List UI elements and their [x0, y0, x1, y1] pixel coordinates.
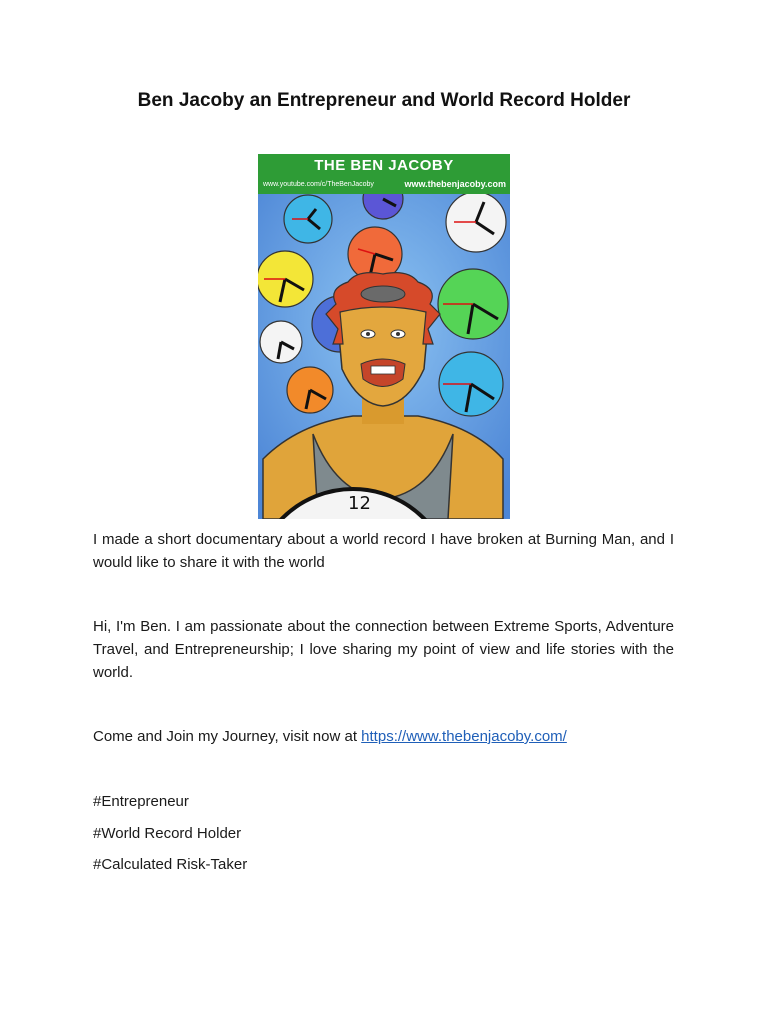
clock-icon — [287, 367, 333, 413]
poster-header — [258, 154, 510, 194]
clock-icon — [284, 195, 332, 243]
hashtag-entrepreneur: #Entrepreneur — [93, 793, 189, 810]
document-title: Ben Jacoby an Entrepreneur and World Record Holder — [137, 90, 631, 111]
paragraph-documentary: I made a short documentary about a world record I have broken at Burning Man, and I would like to share it with the world — [93, 531, 674, 571]
clock-icon — [258, 251, 313, 307]
hashtag-calculated-risk-taker: #Calculated Risk-Taker — [93, 856, 248, 873]
poster-website-url: www.thebenjacoby.com — [404, 179, 506, 189]
hashtag-world-record-holder: #World Record Holder — [93, 825, 242, 842]
poster-image — [258, 154, 510, 519]
clock-icon — [439, 352, 503, 416]
poster-youtube-url: www.youtube.com/c/TheBenJacoby — [263, 181, 374, 188]
poster-illustration — [258, 194, 510, 519]
paragraph-about: Hi, I'm Ben. I am passionate about the connection between Extreme Sports, Adventure Travel, and Entrepreneurship; I love sharing my point of view and life stories with the world. — [93, 618, 674, 681]
call-to-action — [93, 725, 674, 748]
clock-icon — [260, 321, 302, 363]
poster-heading: THE BEN JACOBY — [314, 157, 454, 174]
clock-icon — [446, 194, 506, 252]
clock-icon — [438, 269, 508, 339]
cta-text: Come and Join my Journey, visit now at — [93, 728, 362, 745]
website-link[interactable]: https://www.thebenjacoby.com/ — [361, 728, 567, 745]
svg-text:12: 12 — [348, 493, 371, 514]
